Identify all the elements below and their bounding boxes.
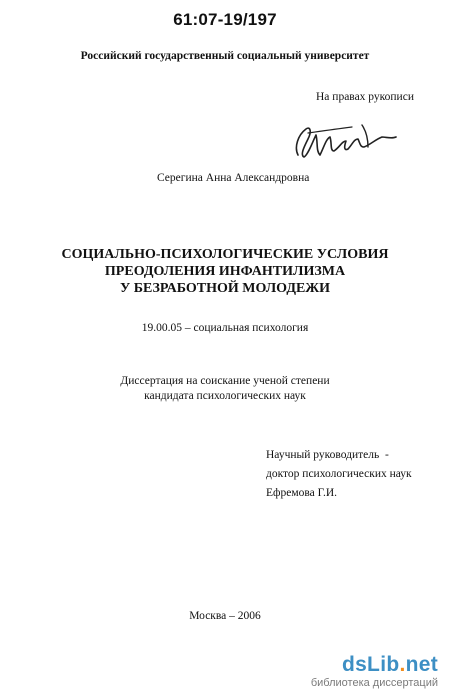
degree-statement [0, 374, 450, 404]
title-line-2: ПРЕОДОЛЕНИЯ ИНФАНТИЛИЗМА [104, 264, 346, 279]
specialty-code: 19.00.05 – социальная психология [141, 322, 309, 334]
watermark-logo-dot: . [399, 653, 406, 676]
supervisor-role: Научный руководитель - [266, 449, 389, 461]
city-year: Москва – 2006 [189, 610, 261, 622]
degree-line-2: кандидата психологических наук [144, 390, 306, 402]
supervisor-degree: доктор психологических наук [266, 468, 412, 480]
title-line-3: У БЕЗРАБОТНОЙ МОЛОДЕЖИ [119, 281, 331, 296]
supervisor-block [266, 446, 412, 503]
degree-line-1: Диссертация на соискание ученой степени [120, 375, 330, 387]
watermark [311, 654, 438, 689]
supervisor-name: Ефремова Г.И. [266, 487, 338, 499]
author-name: Серегина Анна Александровна [157, 172, 310, 184]
watermark-logo [311, 654, 438, 676]
document-code: 61:07-19/197 [173, 10, 277, 29]
university-name: Российский государственный социальный университет [80, 50, 370, 62]
watermark-logo-text: dsLib.net [341, 653, 438, 676]
title-line-1: СОЦИАЛЬНО-ПСИХОЛОГИЧЕСКИЕ УСЛОВИЯ [61, 247, 389, 262]
handwritten-signature-icon [282, 117, 400, 167]
manuscript-rights-note: На правах рукописи [316, 91, 414, 103]
watermark-tagline: библиотека диссертаций [310, 677, 438, 689]
dissertation-title [0, 246, 450, 297]
